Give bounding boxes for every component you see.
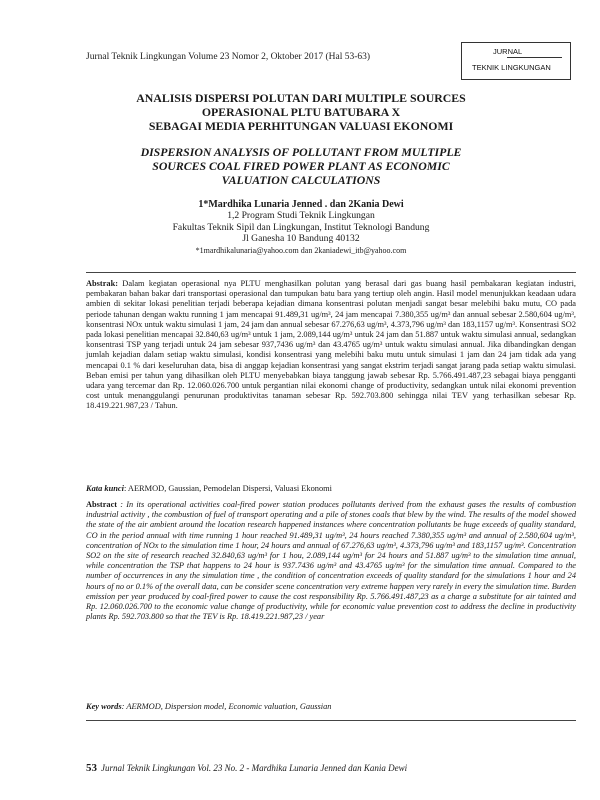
keywords-label: Kata kunci (86, 484, 124, 493)
title-en-line: VALUATION CALCULATIONS (221, 173, 381, 187)
abstract-en-text: : In its operational activities coal-fired power station produces pollutants derived from the exhaust gases the results of combustion industrial activity , the combustion of fuel of transport operating and a pile of stones coals that blew by the wind. The results of the model showed the state of the air ambient around the location research happened instances where concentration pollutants be huge exceeds of quality standard, CO in the period annual with time running 1 hour reached 91.489,31 ug/m³, 24 hours reached 7.380,355 ug/m³ and annual of 2.580,604 ug/m³, concentration of NOx to the simulation time 1 hour, 24 hours and annual of 67.276,63 ug/m³, 4.373,796 ug/m³ and 183,1157 ug/m³. Concentration SO2 on the site of research reached 32.840,63 ug/m³ for 1 hou, 2.089,144 ug/m³ for 24 hours and 51.887 ug/m³ to the simulation time annual, while concentration the TSP that happens to 24 hour is 937.7436 ug/m³ and 43.4765 ug/m³ for the simulation time annual. Compared to the number of occurrences in any the simulation time , the condition of concentration exceeds of quality standard for the simulations 1 hour and 24 hours of no or 0.1% of the overall data, can be consider scene concentration very extreme happen very rarely in every the simulation time. Burden emission per year produced by coal-fired power to cause the cost responsibility Rp. 5.766.491.487,23 as a charge a substitute for air tainted and Rp. 12.060.026.700 to the economic value change of productivity, while for economic value prevention cost to address the decline in productivity plants Rp. 592.703.800 so that the TEV is Rp. 18.419.221.987,23 / year (86, 500, 576, 622)
abstract-en-label: Abstract (86, 500, 118, 509)
title-english (86, 145, 516, 187)
keywords-en-label: Key words (86, 702, 122, 711)
keywords-text: : AERMOD, Gaussian, Pemodelan Dispersi, Valuasi Ekonomi (123, 484, 332, 493)
title-id-line: SEBAGAI MEDIA PERHITUNGAN VALUASI EKONOMI (148, 119, 454, 133)
title-indonesian (86, 91, 516, 133)
abstract-label: Abstrak: (86, 279, 118, 288)
title-id-line: ANALISIS DISPERSI POLUTAN DARI MULTIPLE SOURCES (136, 91, 466, 105)
title-block (86, 91, 516, 256)
title-id-line: OPERASIONAL PLTU BATUBARA X (201, 105, 401, 119)
author-names: 1*Mardhika Lunaria Jenned . dan 2Kania Dewi (198, 199, 404, 210)
affiliation-line: Fakultas Teknik Sipil dan Lingkungan, Institut Teknologi Bandung (172, 221, 430, 233)
footer-text: Jurnal Teknik Lingkungan Vol. 23 No. 2 - Mardhika Lunaria Jenned dan Kania Dewi (101, 763, 408, 773)
keywords-en-text: : AERMOD, Dispersion model, Economic valuation, Gaussian (121, 702, 332, 711)
logo-text-line2: TEKNIK LINGKUNGAN (472, 63, 551, 72)
logo-text-line1: JURNAL (493, 47, 523, 56)
affiliation-line: Jl Ganesha 10 Bandung 40132 (242, 233, 360, 244)
keywords-english (86, 702, 332, 711)
divider (86, 720, 576, 721)
keywords-indonesian (86, 484, 332, 493)
author-emails: *1mardhikalunaria@yahoo.com dan 2kaniadewi_itb@yahoo.com (195, 245, 407, 255)
journal-logo (461, 42, 571, 80)
logo-rule (507, 57, 562, 58)
title-en-line: DISPERSION ANALYSIS OF POLLUTANT FROM MULTIPLE (140, 145, 462, 159)
abstract-indonesian (86, 279, 576, 412)
abstract-english (86, 500, 576, 622)
journal-reference: Jurnal Teknik Lingkungan Volume 23 Nomor 2, Oktober 2017 (Hal 53-63) (86, 52, 371, 62)
divider (86, 272, 576, 273)
abstract-text: Dalam kegiatan operasional nya PLTU menghasilkan polutan yang berasal dari gas buang hasil pembakaran kegiatan industri, pembakaran bahan bakar dari transportasi operasional dan tumpukan batu bara yang tertiup oleh angin. Hasil model menunjukkan keadaan udara ambien di sekitar lokasi penelitian terjadi beberapa kejadian dimana konsentrasi polutan menjadi sangat besar melebihi baku mutu, CO pada periode tahunan dengan waktu running 1 jam mencapai 91.489,31 ug/m³, 24 jam mencapai 7.380,355 ug/m³ dan annual sebesar 2.580,604 ug/m³, konsentrasi NOx untuk waktu simulasi 1 jam, 24 jam dan annual sebesar 67.276,63 ug/m³, 4.373,796 ug/m³ dan 183,1157 ug/m³. Konsentrasi SO2 pada lokasi penelitian mencapai 32.840,63 ug/m³ untuk 1 jam, 2.089,144 ug/m³ untuk 24 jam dan 51.887 untuk waktu simulasi annual, sedangkan konsentrasi TSP yang terjadi untuk 24 jam sebesar 937,7436 ug/m³ dan 43.4765 ug/m³ untuk waktu simulasi annual. Jika dibandingkan dengan jumlah kejadian dalam setiap waktu simulasi, kondisi konsentrasi yang melebihi baku mutu untuk simulasi 1 jam dan 24 jam tidak ada yang mencapai 0.1 % dari keseluruhan data, bisa di anggap kejadian konsentrasi yang sangat ekstrim terjadi sangat jarang pada setiap waktu simulasi. Beban emisi per tahun yang dihasilkan oleh PLTU menyebabkan biaya tanggung jawab sebesar Rp. 5.766.491.487,23 sebagai biaya pengganti udara yang tercemar dan Rp. 12.060.026.700 untuk pergantian nilai ekonomi change of productivity, sedangkan untuk nilai ekonomi prevention cost untuk menanggulangi penurunan produktivitas tanaman sebesar Rp. 592.703.800 sehingga nilai TEV yang terhasilkan sebesar Rp. 18.419.221.987,23 / Tahun. (86, 279, 576, 411)
page-footer (86, 762, 407, 774)
affiliation-line: 1,2 Program Studi Teknik Lingkungan (227, 210, 375, 221)
page-number: 53 (86, 762, 97, 774)
title-en-line: SOURCES COAL FIRED POWER PLANT AS ECONOMIC (152, 159, 450, 173)
